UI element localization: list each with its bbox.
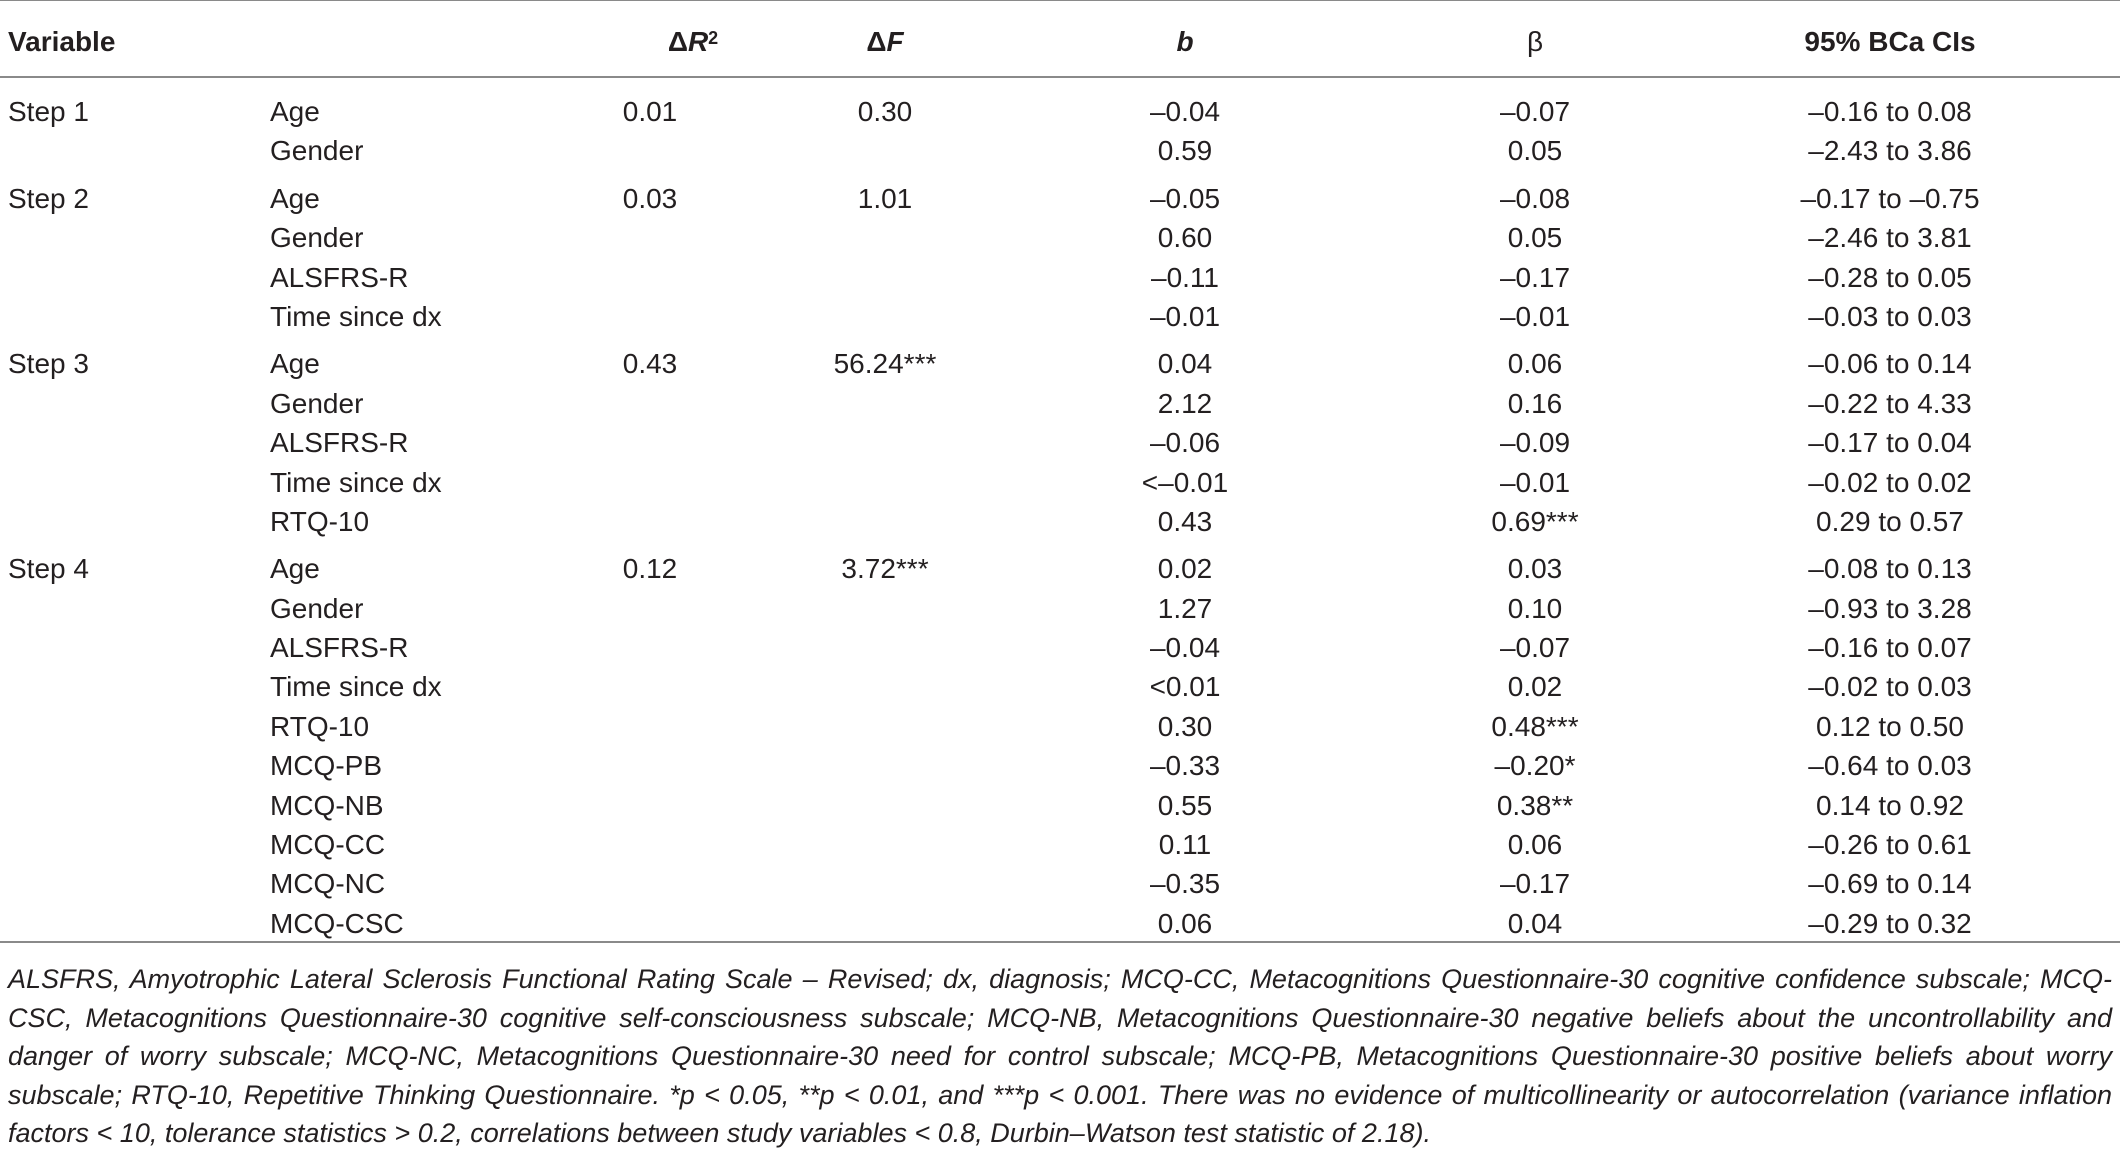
delta-f-cell: 0.30 — [857, 96, 913, 127]
ci-cell: –0.16 to 0.07 — [1808, 632, 1972, 664]
beta-cell: 0.05 — [1507, 222, 1563, 254]
ci-cell: 0.12 to 0.50 — [1816, 710, 1964, 742]
b-cell: –0.04 — [1149, 96, 1221, 127]
table-header — [0, 22, 2120, 62]
table-row — [0, 628, 2120, 667]
beta-cell: –0.07 — [1499, 96, 1571, 127]
ci-cell: –0.22 to 4.33 — [1808, 387, 1972, 419]
variable-cell: Time since dx — [270, 300, 442, 332]
b-cell: 1.27 — [1157, 592, 1213, 624]
beta-cell: 0.06 — [1507, 829, 1563, 861]
variable-cell: Gender — [270, 592, 364, 624]
header-beta: β — [1526, 26, 1544, 57]
ci-cell: –0.02 to 0.02 — [1808, 466, 1972, 498]
b-cell: 0.02 — [1157, 553, 1213, 585]
table-row — [0, 179, 2120, 218]
table-row — [0, 218, 2120, 257]
beta-cell: –0.01 — [1499, 466, 1571, 498]
delta-r2-cell: 0.03 — [622, 182, 678, 214]
variable-cell: Age — [270, 96, 320, 127]
beta-cell: –0.09 — [1499, 427, 1571, 459]
b-cell: 0.55 — [1157, 789, 1213, 821]
table-footnote: ALSFRS, Amyotrophic Lateral Sclerosis Functional Rating Scale – Revised; dx, diagnosis; MCQ-CC, Metacognitions Questionnaire-30 cognitive confidence subscale; MCQ-CSC, Metacognitions Questionnaire-30 cognitive self-consciousness subscale; MCQ-NB, Metacognitions Questionnaire-30 negative beliefs about the uncontrollability and danger of worry subscale; MCQ-NC, Metacognitions Questionnaire-30 need for control subscale; MCQ-PB, Metacognitions Questionnaire-30 positive beliefs about worry subscale; RTQ-10, Repetitive Thinking Questionnaire. *p < 0.05, **p < 0.01, and ***p < 0.001. There was no evidence of multicollinearity or autocorrelation (variance inflation factors < 10, tolerance statistics > 0.2, correlations between study variables < 0.8, Durbin–Watson test statistic of 2.18). — [8, 964, 2112, 1148]
b-cell: 0.06 — [1157, 907, 1213, 939]
table-row — [0, 589, 2120, 628]
step-label: Step 4 — [8, 553, 89, 585]
table-row — [0, 707, 2120, 746]
step-group — [0, 344, 2120, 541]
ci-cell: 0.14 to 0.92 — [1816, 789, 1964, 821]
table-row — [0, 131, 2120, 170]
beta-cell: 0.02 — [1507, 671, 1563, 703]
beta-cell: 0.04 — [1507, 907, 1563, 939]
ci-cell: –0.08 to 0.13 — [1808, 553, 1972, 585]
beta-cell: –0.20* — [1494, 750, 1576, 782]
beta-cell: –0.08 — [1499, 182, 1571, 214]
b-cell: 0.60 — [1157, 222, 1213, 254]
table-row — [0, 502, 2120, 541]
step-label: Step 1 — [8, 96, 89, 127]
step-group — [0, 179, 2120, 337]
variable-cell: Gender — [270, 387, 364, 419]
header-delta-r2-sup: 2 — [708, 28, 719, 48]
b-cell: –0.06 — [1149, 427, 1221, 459]
variable-cell: Age — [270, 553, 320, 585]
ci-cell: –2.46 to 3.81 — [1808, 222, 1972, 254]
b-cell: 2.12 — [1157, 387, 1213, 419]
b-cell: 0.59 — [1157, 135, 1213, 167]
table-row — [0, 297, 2120, 336]
beta-cell: 0.06 — [1507, 348, 1563, 380]
variable-cell: RTQ-10 — [270, 710, 370, 742]
b-cell: <–0.01 — [1141, 466, 1229, 498]
table-row — [0, 864, 2120, 903]
ci-cell: –0.06 to 0.14 — [1808, 348, 1972, 380]
ci-cell: –0.17 to –0.75 — [1800, 182, 1980, 214]
delta-f-cell: 3.72*** — [841, 553, 929, 585]
table-body — [0, 92, 2120, 951]
delta-r2-cell: 0.12 — [622, 553, 678, 585]
header-delta-r2-prefix: Δ — [667, 26, 688, 57]
ci-cell: –0.03 to 0.03 — [1808, 300, 1972, 332]
variable-cell: MCQ-CSC — [270, 907, 404, 939]
step-label: Step 3 — [8, 348, 89, 380]
beta-cell: 0.16 — [1507, 387, 1563, 419]
ci-cell: –0.64 to 0.03 — [1808, 750, 1972, 782]
delta-f-cell: 56.24*** — [833, 348, 937, 380]
ci-cell: –2.43 to 3.86 — [1808, 135, 1972, 167]
table-row — [0, 549, 2120, 588]
table-row — [0, 746, 2120, 785]
b-cell: –0.01 — [1149, 300, 1221, 332]
header-variable: Variable — [8, 26, 116, 57]
variable-cell: Age — [270, 348, 320, 380]
variable-cell: Gender — [270, 222, 364, 254]
delta-f-cell: 1.01 — [857, 182, 913, 214]
table-row — [0, 344, 2120, 383]
beta-cell: 0.38** — [1496, 789, 1574, 821]
variable-cell: Gender — [270, 135, 364, 167]
variable-cell: MCQ-NC — [270, 868, 386, 900]
variable-cell: Time since dx — [270, 466, 442, 498]
table-bottom-rule — [0, 941, 2120, 943]
b-cell: 0.11 — [1158, 829, 1212, 861]
beta-cell: 0.03 — [1507, 553, 1563, 585]
table-row — [0, 825, 2120, 864]
b-cell: –0.35 — [1149, 868, 1221, 900]
b-cell: –0.33 — [1149, 750, 1221, 782]
ci-cell: –0.16 to 0.08 — [1808, 96, 1972, 127]
table-row — [0, 786, 2120, 825]
header-delta-f-prefix: Δ — [866, 26, 887, 57]
header-delta-r2-main: R — [687, 26, 709, 57]
ci-cell: –0.69 to 0.14 — [1808, 868, 1972, 900]
ci-cell: 0.29 to 0.57 — [1816, 505, 1964, 537]
variable-cell: Age — [270, 182, 320, 214]
b-cell: 0.43 — [1157, 505, 1213, 537]
step-group — [0, 549, 2120, 943]
step-group — [0, 92, 2120, 171]
variable-cell: ALSFRS-R — [270, 427, 409, 459]
variable-cell: ALSFRS-R — [270, 632, 409, 664]
beta-cell: –0.17 — [1499, 261, 1571, 293]
ci-cell: –0.02 to 0.03 — [1808, 671, 1972, 703]
table-row — [0, 92, 2120, 131]
variable-cell: Time since dx — [270, 671, 442, 703]
table-row — [0, 423, 2120, 462]
table-header-rule — [0, 76, 2120, 78]
delta-r2-cell: 0.43 — [622, 348, 678, 380]
ci-cell: –0.29 to 0.32 — [1808, 907, 1972, 939]
table-row — [0, 904, 2120, 943]
variable-cell: MCQ-NB — [270, 789, 384, 821]
beta-cell: 0.05 — [1507, 135, 1563, 167]
ci-cell: –0.93 to 3.28 — [1808, 592, 1972, 624]
ci-cell: –0.17 to 0.04 — [1808, 427, 1972, 459]
header-delta-f-main: F — [886, 26, 904, 57]
beta-cell: 0.10 — [1507, 592, 1563, 624]
b-cell: –0.05 — [1149, 182, 1221, 214]
header-delta-f — [760, 22, 1010, 62]
step-label: Step 2 — [8, 182, 89, 214]
b-cell: <0.01 — [1149, 671, 1221, 703]
variable-cell: MCQ-PB — [270, 750, 382, 782]
beta-cell: 0.69*** — [1491, 505, 1579, 537]
variable-cell: ALSFRS-R — [270, 261, 409, 293]
ci-cell: –0.26 to 0.61 — [1808, 829, 1972, 861]
header-ci: 95% BCa CIs — [1804, 26, 1976, 57]
table-row — [0, 384, 2120, 423]
table-row — [0, 463, 2120, 502]
b-cell: 0.30 — [1157, 710, 1213, 742]
beta-cell: –0.07 — [1499, 632, 1571, 664]
variable-cell: MCQ-CC — [270, 829, 386, 861]
b-cell: 0.04 — [1157, 348, 1213, 380]
beta-cell: 0.48*** — [1491, 710, 1579, 742]
beta-cell: –0.17 — [1499, 868, 1571, 900]
ci-cell: –0.28 to 0.05 — [1808, 261, 1972, 293]
header-b: b — [1176, 26, 1194, 57]
beta-cell: –0.01 — [1499, 300, 1571, 332]
table-row — [0, 667, 2120, 706]
table-row — [0, 258, 2120, 297]
b-cell: –0.04 — [1149, 632, 1221, 664]
variable-cell: RTQ-10 — [270, 505, 370, 537]
table-top-rule — [0, 0, 2120, 1]
delta-r2-cell: 0.01 — [622, 96, 678, 127]
b-cell: –0.11 — [1151, 261, 1219, 293]
